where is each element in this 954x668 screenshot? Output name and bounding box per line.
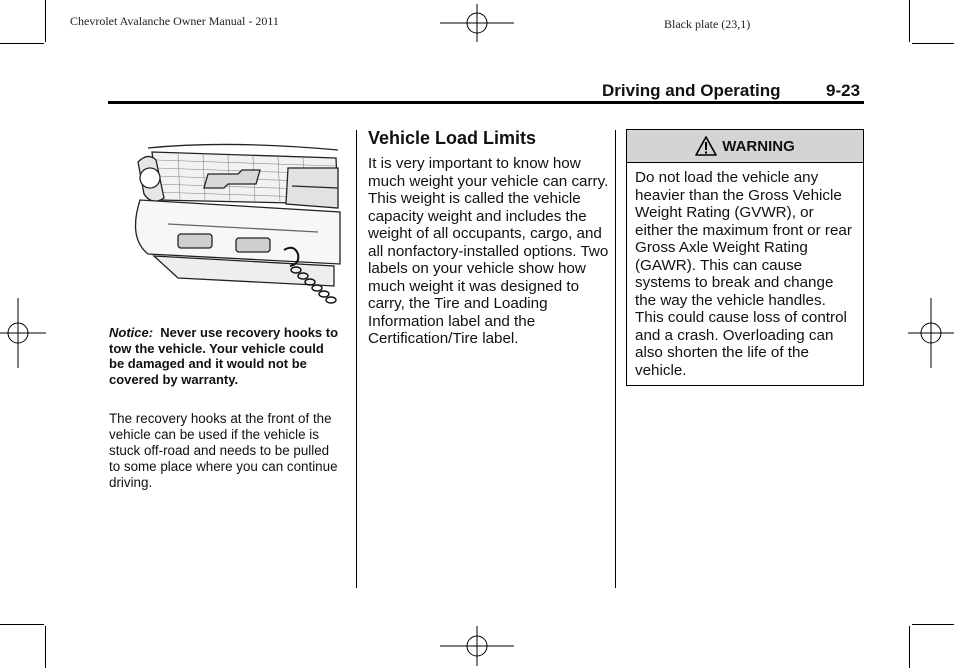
registration-mark-bottom <box>440 626 514 666</box>
registration-mark-left <box>0 298 46 368</box>
column-divider-left <box>356 130 357 588</box>
registration-mark-right <box>908 298 954 368</box>
warning-header <box>627 130 863 163</box>
plate-left-text: Chevrolet Avalanche Owner Manual - 2011 <box>70 14 279 28</box>
warning-text: Do not load the vehicle any heavier than the Gross Vehicle Weight Rating (GVWR), or either the maximum front or rear Gross Axle Weight Rating (GAWR). This can cause systems to break and change the way the vehicle handles. This could cause loss of control and a crash. Overloading can also shorten the life of the vehicle. <box>635 169 852 379</box>
header-rule <box>108 101 864 104</box>
notice-block <box>109 325 339 387</box>
vehicle-load-limits-paragraph: It is very important to know how much weight your vehicle can carry. This weight is called the vehicle capacity weight and includes the weight of all occupants, cargo, and all nonfactory-installed options. Two labels on your vehicle show how much weight it was designed to carry, the Tire and Loading Information label and the Certification/Tire label. <box>368 155 609 347</box>
section-title: Driving and Operating <box>602 81 781 100</box>
recovery-hooks-paragraph: The recovery hooks at the front of the vehicle can be used if the vehicle is stuck off-road and needs to be pulled to some place where you can continue driving. <box>109 411 338 490</box>
plate-right-text: Black plate (23,1) <box>664 17 751 31</box>
registration-mark-top <box>440 4 514 42</box>
notice-label: Notice: <box>109 325 154 340</box>
recovery-hook-illustration <box>108 138 344 306</box>
column-divider-right <box>615 130 616 588</box>
notice-text: Never use recovery hooks to tow the vehicle. Your vehicle could be damaged and it would not be covered by warranty. <box>109 325 339 387</box>
warning-triangle-icon <box>695 136 717 156</box>
vehicle-load-limits-heading: Vehicle Load Limits <box>368 128 537 148</box>
warning-box <box>626 129 864 386</box>
warning-heading: WARNING <box>722 137 795 155</box>
page-number: 9-23 <box>826 81 861 100</box>
